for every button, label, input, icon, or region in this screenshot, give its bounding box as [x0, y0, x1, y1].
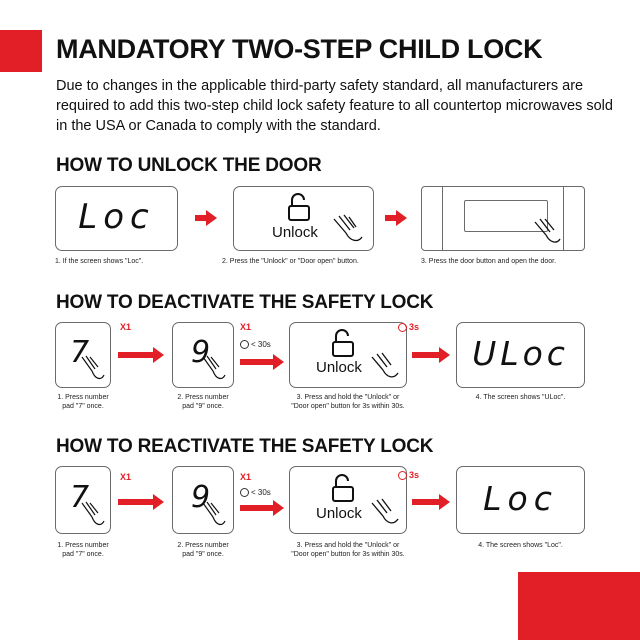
page-title: MANDATORY TWO-STEP CHILD LOCK: [56, 34, 543, 64]
unlock-caption-2: 2. Press the "Unlock" or "Door open" button.: [222, 258, 359, 265]
reactivate-caption-4: 4. The screen shows "Loc".: [478, 542, 563, 549]
timer-icon: [398, 471, 407, 480]
arrow-icon: [240, 354, 284, 370]
unlock-button-box: [289, 466, 407, 534]
arrow-icon: [240, 500, 284, 516]
unlock-button-box: [233, 186, 374, 251]
arrow-icon: [118, 347, 164, 363]
time-limit-note: < 30s: [240, 340, 271, 349]
loc-display-text: Loc: [78, 197, 155, 237]
repeat-count-label: X1: [120, 472, 132, 482]
arrow-icon: [412, 494, 450, 510]
hand-pointer-icon: [201, 355, 227, 385]
uloc-display-box: [456, 322, 585, 388]
reactivate-caption-1: 1. Press number pad "7" once.: [57, 542, 109, 558]
deactivate-heading: HOW TO DEACTIVATE THE SAFETY LOCK: [56, 292, 434, 313]
arrow-icon: [412, 347, 450, 363]
unlock-button-label: Unlock: [316, 505, 362, 522]
unlock-button-box: [289, 322, 407, 388]
door-divider-right: [563, 187, 564, 250]
unlock-caption-1: 1. If the screen shows "Loc".: [55, 258, 144, 265]
hand-pointer-icon: [368, 351, 400, 383]
open-padlock-icon: [286, 193, 316, 223]
unlock-caption-3: 3. Press the door button and open the door.: [421, 258, 557, 265]
digit-9: 9: [191, 335, 211, 370]
digit-7: 7: [70, 480, 90, 515]
hand-pointer-icon: [80, 501, 106, 531]
arrow-icon: [118, 494, 164, 510]
timer-icon: [398, 323, 407, 332]
hold-time-label: 3s: [398, 322, 419, 332]
keypad-9-box: [172, 322, 234, 388]
arrow-icon: [385, 210, 409, 226]
door-divider-left: [442, 187, 443, 250]
timer-icon: [240, 340, 249, 349]
repeat-count-label: X1: [240, 472, 252, 482]
keypad-7-box: [55, 322, 111, 388]
unlock-button-label: Unlock: [272, 224, 318, 241]
hand-pointer-icon: [201, 501, 227, 531]
arrow-icon: [195, 210, 219, 226]
deactivate-caption-3: 3. Press and hold the "Unlock" or "Door open" button for 3s within 30s.: [291, 394, 405, 410]
timer-icon: [240, 488, 249, 497]
unlock-display-box: [55, 186, 178, 251]
loc-display-box: [456, 466, 585, 534]
repeat-count-label: X1: [120, 322, 132, 332]
intro-paragraph: Due to changes in the applicable third-party safety standard, all manufacturers are required to add this two-step child lock safety feature to all countertop microwaves sold in the USA or Canada to comply with the standard.: [56, 78, 613, 134]
deactivate-caption-2: 2. Press number pad "9" once.: [177, 394, 229, 410]
reactivate-caption-2: 2. Press number pad "9" once.: [177, 542, 229, 558]
reactivate-caption-3: 3. Press and hold the "Unlock" or "Door open" button for 3s within 30s.: [291, 542, 405, 558]
time-limit-note: < 30s: [240, 488, 271, 497]
hand-pointer-icon: [330, 213, 364, 247]
loc-display-text: Loc: [483, 479, 558, 518]
hand-pointer-icon: [80, 355, 106, 385]
unlock-heading: HOW TO UNLOCK THE DOOR: [56, 155, 322, 176]
uloc-display-text: ULoc: [472, 334, 569, 373]
open-padlock-icon: [330, 329, 360, 359]
unlock-button-label: Unlock: [316, 359, 362, 376]
keypad-9-box: [172, 466, 234, 534]
digit-9: 9: [191, 480, 211, 515]
repeat-count-label: X1: [240, 322, 252, 332]
reactivate-heading: HOW TO REACTIVATE THE SAFETY LOCK: [56, 436, 434, 457]
keypad-7-box: [55, 466, 111, 534]
corner-accent-bottom-right: [518, 572, 640, 640]
hand-pointer-icon: [368, 497, 400, 529]
digit-7: 7: [70, 335, 90, 370]
hold-time-label: 3s: [398, 470, 419, 480]
open-padlock-icon: [330, 474, 360, 504]
deactivate-caption-4: 4. The screen shows "ULoc".: [475, 394, 566, 401]
hand-pointer-icon: [532, 217, 562, 247]
deactivate-caption-1: 1. Press number pad "7" once.: [57, 394, 109, 410]
corner-accent-top-left: [0, 30, 42, 72]
microwave-door-box: [421, 186, 585, 251]
